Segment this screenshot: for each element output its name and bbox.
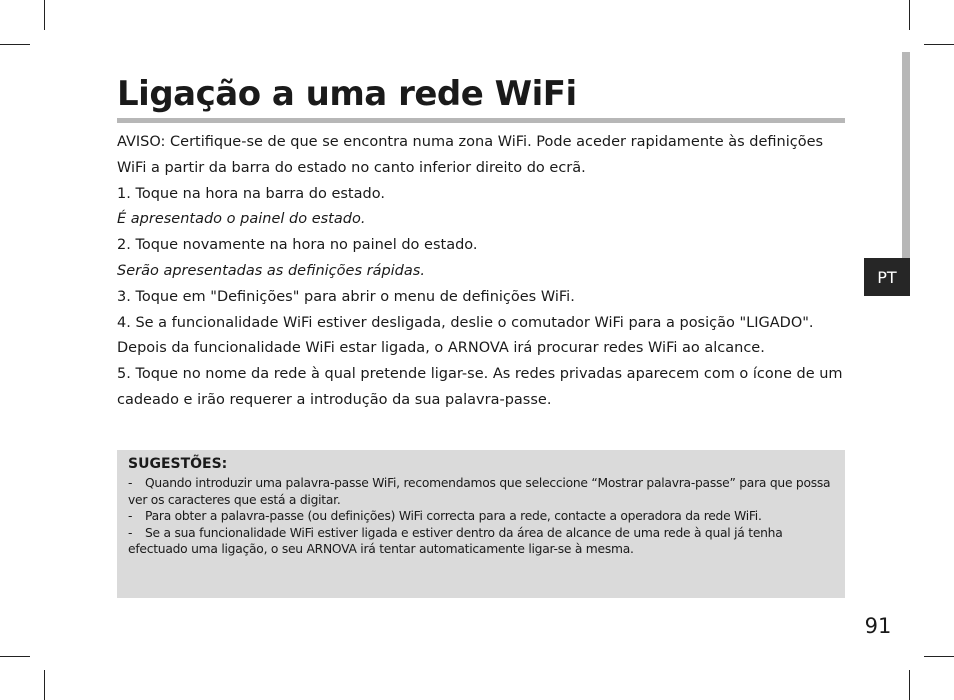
page-title: Ligação a uma rede WiFi <box>117 74 577 114</box>
step-1: 1. Toque na hora na barra do estado. <box>117 185 385 202</box>
crop-mark <box>0 656 30 657</box>
page-number: 91 <box>864 614 892 638</box>
step-2-note: Serão apresentadas as definições rápidas. <box>117 262 425 279</box>
crop-mark <box>0 44 30 45</box>
crop-mark <box>44 0 45 30</box>
crop-mark <box>924 44 954 45</box>
tip-text: Para obter a palavra-passe (ou definições) WiFi correcta para a rede, contacte a operadora da rede WiFi. <box>145 509 762 524</box>
tips-box <box>117 450 845 598</box>
step-3: 3. Toque em "Definições" para abrir o menu de definições WiFi. <box>117 288 575 305</box>
crop-mark <box>909 670 910 700</box>
tip-text: Quando introduzir uma palavra-passe WiFi, recomendamos que seleccione “Mostrar palavra-passe” para que possa ver os caracteres que está a digitar. <box>128 476 831 507</box>
crop-mark <box>909 0 910 30</box>
instructions <box>117 130 853 414</box>
step-2: 2. Toque novamente na hora no painel do estado. <box>117 237 478 254</box>
tip-text: Se a sua funcionalidade WiFi estiver ligada e estiver dentro da área de alcance de uma rede à qual já tenha efectuado uma ligação, o seu ARNOVA irá tentar automaticamente ligar-se à mesma. <box>128 525 783 557</box>
warning-text: AVISO: Certifique-se de que se encontra numa zona WiFi. Pode aceder rapidamente às definições WiFi a partir da barra do estado no canto inferior direito do ecrã. <box>117 134 824 176</box>
tip-item <box>128 525 833 558</box>
language-tab: PT <box>864 258 910 296</box>
tips-heading: SUGESTÕES: <box>128 456 228 472</box>
step-4: 4. Se a funcionalidade WiFi estiver desligada, deslie o comutador WiFi para a posição "LIGADO". Depois da funcionalidade WiFi estar ligada, o ARNOVA irá procurar redes WiFi ao alcance. <box>117 314 814 357</box>
tip-bullet: - <box>128 476 133 490</box>
tip-bullet: - <box>128 509 133 524</box>
step-1-note: É apresentado o painel do estado. <box>117 211 366 228</box>
tip-bullet: - <box>128 525 133 540</box>
side-bar <box>902 52 910 264</box>
crop-mark <box>924 656 954 657</box>
crop-mark <box>44 670 45 700</box>
tip-item <box>128 475 833 508</box>
step-5: 5. Toque no nome da rede à qual pretende ligar-se. As redes privadas aparecem com o ícone de um cadeado e irão requerer a introdução da sua palavra-passe. <box>117 366 843 408</box>
tip-item <box>128 508 833 525</box>
title-rule <box>117 118 845 123</box>
